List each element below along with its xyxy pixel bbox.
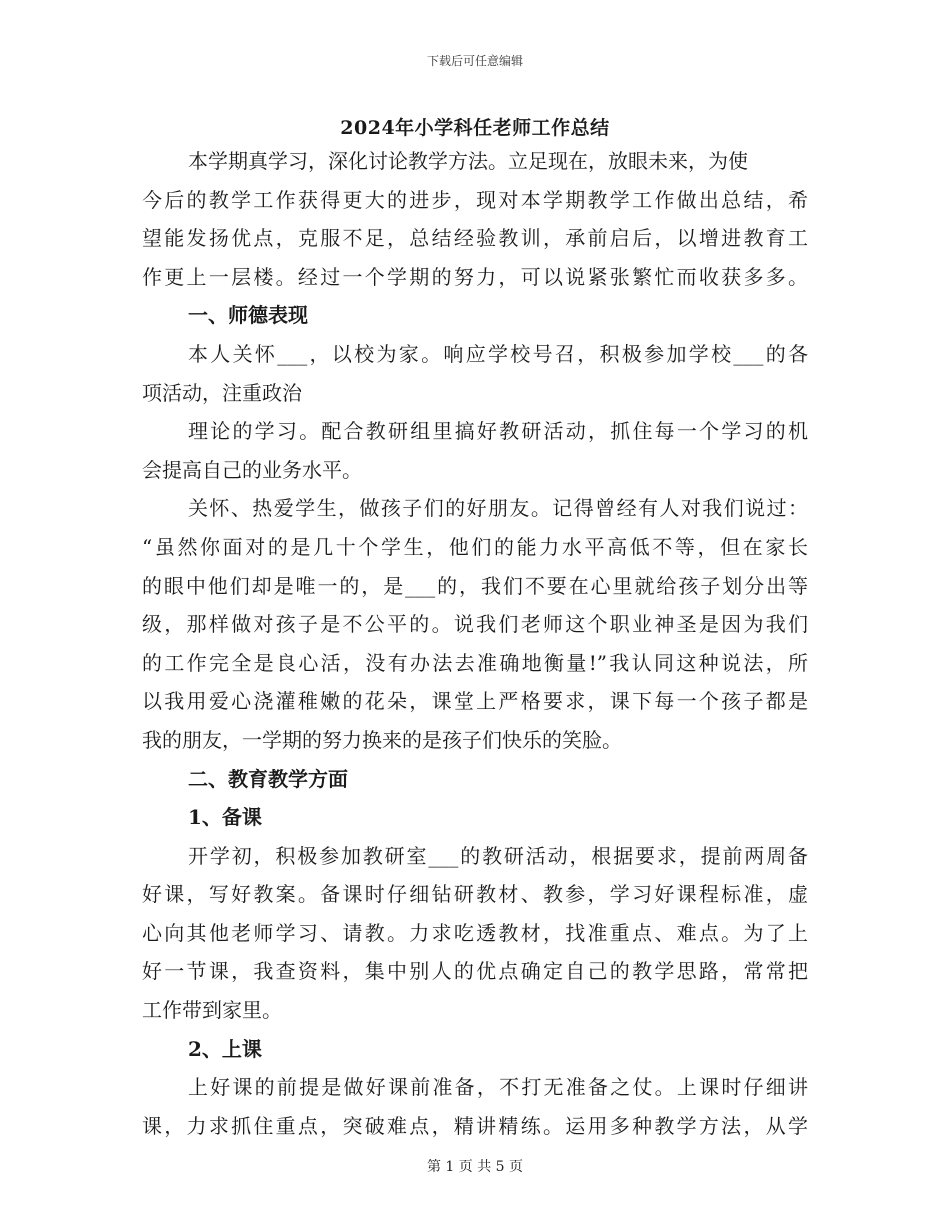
paragraph-line: 的工作完全是良心活，没有办法去准确地衡量!”我认同这种说法，所	[142, 650, 808, 675]
paragraph-line: 级，那样做对孩子是不公平的。说我们老师这个职业神圣是因为我们	[142, 612, 808, 637]
document-body	[142, 142, 808, 1145]
paragraph-line: 上好课的前提是做好课前准备，不打无准备之仗。上课时仔细讲	[188, 1075, 808, 1100]
paragraph-line: 理论的学习。配合教研组里搞好教研活动，抓住每一个学习的机	[188, 419, 808, 444]
paragraph-line: 望能发扬优点，克服不足，总结经验教训，承前启后，以增进教育工	[142, 226, 808, 251]
page-footer: 第 1 页 共 5 页	[426, 1159, 524, 1175]
section-heading-teaching: 二、教育教学方面	[188, 766, 348, 791]
paragraph-line: 开学初，积极参加教研室___的教研活动，根据要求，提前两周备	[188, 843, 808, 868]
paragraph-line: 我的朋友，一学期的努力换来的是孩子们快乐的笑脸。	[142, 727, 622, 752]
document-title: 2024年小学科任老师工作总结	[340, 117, 610, 139]
paragraph-line: 项活动，注重政治	[142, 380, 302, 405]
paragraph-line: 本人关怀___，以校为家。响应学校号召，积极参加学校___的各	[188, 341, 808, 366]
paragraph-line: 好课，写好教案。备课时仔细钻研教材、教参，学习好课程标准，虚	[142, 882, 808, 907]
paragraph-line: “虽然你面对的是几十个学生，他们的能力水平高低不等，但在家长	[142, 534, 808, 559]
subheading-lesson-prep: 1、备课	[188, 805, 262, 830]
paragraph-line: 今后的教学工作获得更大的进步，现对本学期教学工作做出总结，希	[142, 187, 808, 212]
paragraph-line: 关怀、热爱学生，做孩子们的好朋友。记得曾经有人对我们说过：	[188, 496, 808, 521]
header-note: 下载后可任意编辑	[426, 54, 523, 68]
paragraph-line: 会提高自己的业务水平。	[142, 457, 362, 482]
paragraph-line: 课，力求抓住重点，突破难点，精讲精练。运用多种教学方法，从学	[142, 1113, 808, 1138]
paragraph-line: 好一节课，我查资料，集中别人的优点确定自己的教学思路，常常把	[142, 959, 808, 984]
section-heading-ethics: 一、师德表现	[188, 303, 308, 328]
subheading-class: 2、上课	[188, 1036, 262, 1061]
paragraph-line: 工作带到家里。	[142, 998, 282, 1023]
paragraph-line: 心向其他老师学习、请教。力求吃透教材，找准重点、难点。为了上	[142, 920, 808, 945]
paragraph-line: 本学期真学习，深化讨论教学方法。立足现在，放眼未来，为使	[188, 149, 748, 173]
paragraph-line: 作更上一层楼。经过一个学期的努力，可以说紧张繁忙而收获多多。	[142, 264, 808, 289]
paragraph-line: 的眼中他们却是唯一的，是___的，我们不要在心里就给孩子划分出等	[142, 573, 808, 598]
paragraph-line: 以我用爱心浇灌稚嫩的花朵，课堂上严格要求，课下每一个孩子都是	[142, 689, 808, 714]
